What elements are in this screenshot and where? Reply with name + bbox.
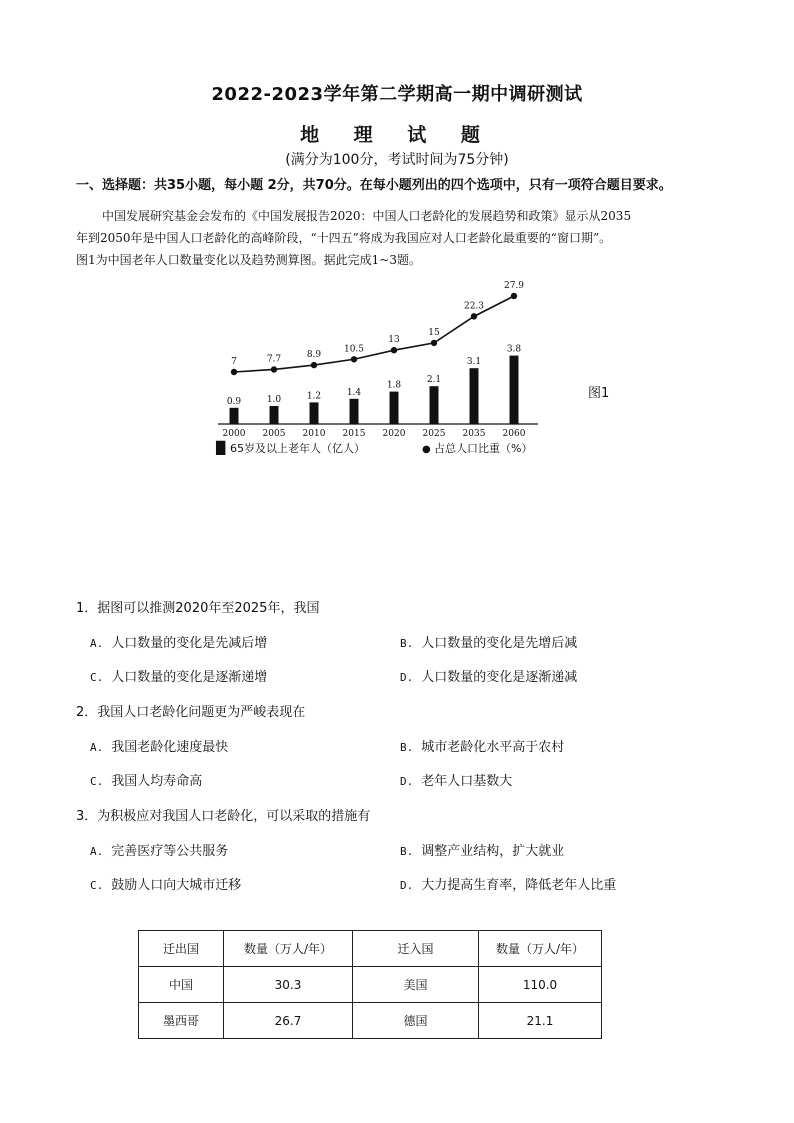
migration-table (138, 930, 602, 1039)
legend-bar-label: 65岁及以上老年人（亿人） (230, 442, 365, 455)
table-cell: 26.7 (224, 1003, 353, 1039)
table-header-cell: 数量（万人/年） (479, 931, 602, 967)
option-key: B. (400, 637, 414, 650)
line-point (391, 347, 397, 353)
option-key: D. (400, 775, 414, 788)
table-cell: 110.0 (479, 967, 602, 1003)
question-1-stem: 1．据图可以推测2020年至2025年，我国 (76, 601, 320, 616)
line-data-label: 22.3 (463, 301, 485, 312)
line-point (511, 293, 517, 299)
bar-data-label: 1.0 (266, 395, 282, 405)
line-point (431, 340, 437, 346)
line-data-label: 27.9 (503, 281, 525, 291)
q2-option-b[interactable] (400, 736, 564, 755)
question-3-stem: 3．为积极应对我国人口老龄化，可以采取的措施有 (76, 809, 371, 824)
exam-subject: 地 理 试 题 (300, 124, 494, 146)
option-key: A. (90, 741, 104, 754)
option-key: C. (90, 775, 104, 788)
option-key: A. (90, 845, 104, 858)
q1-option-c[interactable] (90, 666, 267, 685)
question-2-stem: 2．我国人口老龄化问题更为严峻表现在 (76, 705, 306, 720)
figure-label: 图1 (588, 386, 610, 401)
line-data-label: 7.7 (266, 354, 282, 365)
option-text: 人口数量的变化是先增后减 (421, 636, 578, 651)
passage-line: 图1为中国老年人口数量变化以及趋势测算图。据此完成1~3题。 (76, 253, 421, 267)
bar-data-label: 1.2 (306, 391, 322, 402)
table-cell: 美国 (353, 967, 479, 1003)
line-data-label: 7 (231, 357, 237, 367)
bar (350, 399, 359, 424)
x-tick-label: 2035 (462, 429, 486, 439)
table-header-cell: 数量（万人/年） (224, 931, 353, 967)
table-cell: 中国 (139, 967, 224, 1003)
bar (470, 368, 479, 424)
option-text: 人口数量的变化是逐渐递增 (111, 670, 268, 685)
bar (270, 406, 279, 424)
legend-bar-symbol: █ (216, 441, 226, 455)
q3-option-b[interactable] (400, 840, 564, 859)
exam-title: 2022-2023学年第二学期高一期中调研测试 (211, 84, 583, 105)
option-text: 大力提高生育率，降低老年人比重 (421, 878, 617, 893)
option-text: 鼓励人口向大城市迁移 (111, 878, 242, 893)
option-text: 完善医疗等公共服务 (111, 844, 229, 859)
line-point (471, 313, 477, 319)
q3-option-d[interactable] (400, 874, 616, 893)
legend-line-label: 占总人口比重（%） (434, 442, 533, 455)
line-data-label: 10.5 (343, 344, 365, 355)
bar (510, 356, 519, 424)
option-key: C. (90, 879, 104, 892)
bar-data-label: 0.9 (226, 396, 242, 407)
option-text: 人口数量的变化是先减后增 (111, 636, 268, 651)
legend-line-symbol: ● (422, 444, 431, 455)
exam-note: (满分为100分，考试时间为75分钟) (285, 152, 509, 168)
line-data-label: 15 (428, 327, 440, 338)
option-text: 人口数量的变化是逐渐递减 (421, 670, 578, 685)
bar-data-label: 1.4 (346, 387, 362, 398)
section-heading: 一、选择题：共35小题，每小题 2分，共70分。在每小题列出的四个选项中，只有一项符合题目要求。 (76, 178, 672, 193)
q3-option-a[interactable] (90, 840, 228, 859)
option-text: 调整产业结构，扩大就业 (421, 844, 565, 859)
table-cell: 墨西哥 (139, 1003, 224, 1039)
q2-option-a[interactable] (90, 736, 228, 755)
option-text: 老年人口基数大 (421, 774, 513, 789)
bar-data-label: 2.1 (426, 375, 442, 386)
q2-option-d[interactable] (400, 770, 512, 789)
option-key: D. (400, 879, 414, 892)
table-row (139, 1003, 602, 1039)
bar (230, 408, 239, 424)
bar (430, 386, 439, 424)
table-header-row (139, 931, 602, 967)
bar (310, 402, 319, 424)
x-tick-label: 2020 (382, 429, 406, 439)
option-key: C. (90, 671, 104, 684)
option-text: 城市老龄化水平高于农村 (421, 740, 565, 755)
option-key: B. (400, 845, 414, 858)
passage-line: 年到2050年是中国人口老龄化的高峰阶段，“十四五”将成为我国应对人口老龄化最重要的“窗口期”。 (76, 231, 612, 245)
table-cell: 德国 (353, 1003, 479, 1039)
x-tick-label: 2005 (262, 429, 286, 439)
q3-option-c[interactable] (90, 874, 241, 893)
table-cell: 21.1 (479, 1003, 602, 1039)
option-key: A. (90, 637, 104, 650)
option-text: 我国老龄化速度最快 (111, 740, 229, 755)
bar-data-label: 1.8 (386, 380, 402, 391)
table-row (139, 967, 602, 1003)
line-point (311, 362, 317, 368)
q1-option-a[interactable] (90, 632, 267, 651)
bar (390, 392, 399, 424)
x-tick-label: 2010 (302, 429, 326, 439)
line-data-label: 8.9 (306, 350, 322, 361)
x-tick-label: 2000 (222, 429, 246, 439)
q1-option-b[interactable] (400, 632, 577, 651)
table-header-cell: 迁入国 (353, 931, 479, 967)
line-data-label: 13 (388, 335, 400, 346)
x-tick-label: 2015 (342, 429, 366, 439)
bar-data-label: 3.1 (466, 357, 482, 368)
population-chart (210, 280, 570, 465)
q1-option-d[interactable] (400, 666, 577, 685)
line-point (231, 369, 237, 375)
table-header-cell: 迁出国 (139, 931, 224, 967)
q2-option-c[interactable] (90, 770, 202, 789)
x-tick-label: 2025 (422, 429, 446, 439)
table-cell: 30.3 (224, 967, 353, 1003)
passage-line: 中国发展研究基金会发布的《中国发展报告2020：中国人口老龄化的发展趋势和政策》显示从2035 (102, 209, 632, 223)
option-key: B. (400, 741, 414, 754)
passage (76, 205, 726, 271)
x-tick-label: 2060 (502, 429, 526, 439)
line-point (271, 366, 277, 372)
bar-data-label: 3.8 (506, 344, 522, 355)
line-point (351, 356, 357, 362)
option-text: 我国人均寿命高 (111, 774, 203, 789)
option-key: D. (400, 671, 414, 684)
